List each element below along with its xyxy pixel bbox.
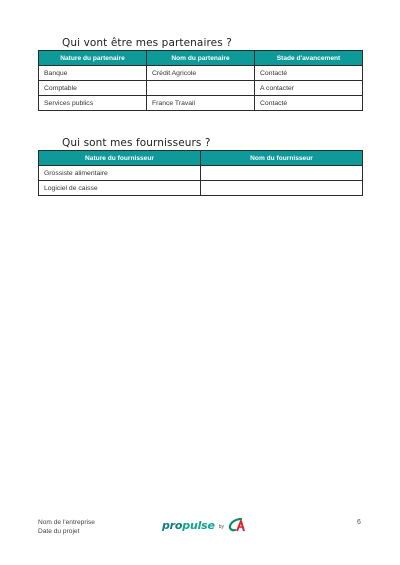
table-cell — [201, 166, 363, 181]
propulse-wordmark — [162, 519, 215, 532]
table-row — [39, 66, 363, 81]
table-cell — [147, 81, 255, 96]
partners-section-title: Qui vont être mes partenaires ? — [62, 37, 232, 49]
table-cell — [201, 181, 363, 196]
logo-by-text: by — [218, 524, 225, 530]
logo-text-pro: pro — [162, 519, 183, 532]
table-cell: Logiciel de caisse — [39, 181, 201, 196]
suppliers-table-header-row — [39, 151, 363, 166]
partners-table-header-row — [39, 51, 363, 66]
propulse-logo — [162, 518, 246, 532]
partners-col-name: Nom du partenaire — [147, 51, 255, 66]
partners-col-stage: Stade d'avancement — [255, 51, 363, 66]
table-row — [39, 81, 363, 96]
partners-col-nature: Nature du partenaire — [39, 51, 147, 66]
suppliers-table — [38, 150, 363, 196]
table-cell: France Travail — [147, 96, 255, 111]
table-cell: Crédit Agricole — [147, 66, 255, 81]
table-cell: Grossiste alimentaire — [39, 166, 201, 181]
table-row — [39, 166, 363, 181]
table-cell: Services publics — [39, 96, 147, 111]
page-number: 6 — [357, 519, 361, 526]
suppliers-section-title: Qui sont mes fournisseurs ? — [62, 137, 211, 149]
table-cell: Contacté — [255, 96, 363, 111]
table-row — [39, 96, 363, 111]
partners-table — [38, 50, 363, 111]
table-cell: Comptable — [39, 81, 147, 96]
table-cell: Contacté — [255, 66, 363, 81]
suppliers-col-nature: Nature du fournisseur — [39, 151, 201, 166]
logo-text-pulse: pulse — [182, 519, 215, 532]
footer-project-date: Date du projet — [38, 528, 80, 535]
footer-company-name: Nom de l'entreprise — [38, 519, 95, 526]
suppliers-col-name: Nom du fournisseur — [201, 151, 363, 166]
table-cell: Banque — [39, 66, 147, 81]
credit-agricole-logo-icon — [228, 518, 246, 532]
footer-project-info — [38, 518, 95, 536]
table-cell: A contacter — [255, 81, 363, 96]
table-row — [39, 181, 363, 196]
